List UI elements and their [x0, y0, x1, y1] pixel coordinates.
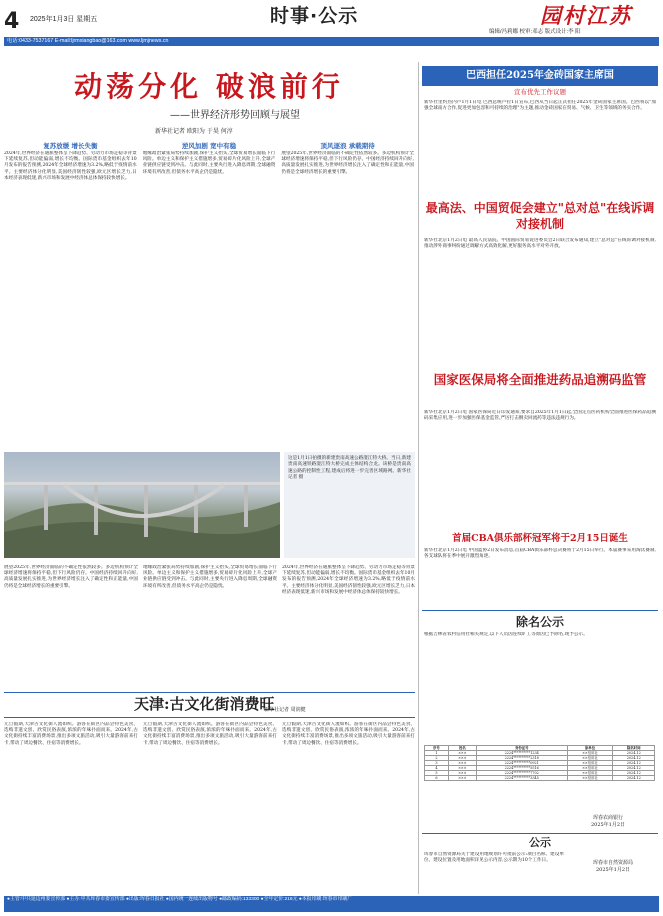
table-cell: ××信用社 — [567, 756, 613, 761]
tianjin-col-1: 元旦假期,天津古文化街人流如织。游客在街区内品尝特色美食、选购非遗文创、欣赏民俗表演,浓浓的年味扑面而来。2024年,古文化街持续丰富消费场景,推出多项文旅活动,吸引大量游客前来打卡,带动了周边餐饮、住宿等消费增长。 — [4, 722, 138, 746]
table-cell: 2024.12 — [613, 756, 655, 761]
table-cell: 2224**********3345 — [476, 776, 567, 781]
lead-article-title: 动荡分化 破浪前行 — [74, 70, 344, 103]
table-header: 身份证号 — [476, 746, 567, 751]
table-cell: ××信用社 — [567, 776, 613, 781]
notice-title: 除名公示 — [515, 615, 564, 629]
masthead — [0, 0, 663, 62]
table-cell: ××× — [448, 771, 476, 776]
public-body: 珲春市自然资源局关于建设用地规划许可批前公示:项目名称、建设单位、建设位置及用地面积详见公示内容,公示期为10个工作日。 — [424, 852, 564, 864]
section-title: 时事·公示 — [270, 5, 359, 27]
table-cell: 2224**********5516 — [476, 766, 567, 771]
table-header: 序号 — [425, 746, 449, 751]
tianjin-byline: 新华社记者 周润健 — [264, 707, 306, 713]
table-cell: 4 — [425, 766, 449, 771]
notice-text: 根据吉林省农村信用社相关规定,以下人员因连续旷工等原因已予除名,现予公示。 — [424, 632, 588, 637]
lead-continued-col-1: 展望2025年,世界经济面临的不确定性依然较多。多边机构预计全球经济增速将保持平稳,但下行风险仍存。中国经济持续回升向好,高质量发展扎实推进,为世界经济增长注入了确定性和正能量,中国仍将是全球经济增长的重要引擎。 — [4, 565, 138, 589]
tianjin-title: 天津:古文化街消费旺 — [134, 695, 275, 713]
tianjin-col-2: 元旦假期,天津古文化街人流如织。游客在街区内品尝特色美食、选购非遗文创、欣赏民俗表演,浓浓的年味扑面而来。2024年,古文化街持续丰富消费场景,推出多项文旅活动,吸引大量游客前来打卡,带动了周边餐饮、住宿等消费增长。 — [143, 722, 277, 746]
table-cell: 2224**********2318 — [476, 756, 567, 761]
table-cell: 2224**********7702 — [476, 771, 567, 776]
table-cell: ××信用社 — [567, 771, 613, 776]
brazil-title: 巴西担任2025年金砖国家主席国 — [466, 70, 614, 81]
lead-column-1 — [4, 142, 137, 444]
table-cell: ××信用社 — [567, 766, 613, 771]
table-cell: 2 — [425, 756, 449, 761]
brazil-body: 新华社里约热内卢1月1日电 巴西总统卢拉1日宣布,巴西从当日起正式担任2025年金砖国家主席国。巴西将以"加强全球南方合作,促进更加包容和可持续的治理"为主题,推动金砖国家在贸易、气候、卫生等领域的务实合作。 — [424, 100, 656, 112]
brazil-title-bar — [422, 66, 658, 86]
table-cell: 2224**********0921 — [476, 761, 567, 766]
page-number: 4 — [4, 9, 20, 34]
editors-line: 编辑/冯莉娜 校审:邓志 版式设计:李 阳 — [489, 29, 581, 35]
column-divider — [418, 62, 419, 894]
table-cell: 2024.12 — [613, 776, 655, 781]
table-cell: 2024.12 — [613, 766, 655, 771]
table-row — [425, 776, 655, 781]
table-cell: 2024.12 — [613, 771, 655, 776]
table-cell: ××× — [448, 756, 476, 761]
photo-caption: 这是1月1日拍摄的新建贵南高速公路澄江特大桥。当日,新建贵南高速铁路澄江特大桥完成主体结构合龙。该桥是贵南高速公路的控制性工程,建成后将进一步完善区域路网。新华社记者 摄 — [284, 452, 415, 558]
contact-bar: 电话:0433-7537167 E-mail:ljrmxiangbao@163.com www.ljmjnews.cn — [4, 37, 659, 46]
section-text: 展望2025年,世界经济面临的不确定性依然较多。多边机构预计全球经济增速将保持平稳,但下行风险仍存。中国经济持续回升向好,高质量发展扎实推进,为世界经济增长注入了确定性和正能量,中国仍将是全球经济增长的重要引擎。 — [281, 151, 415, 175]
brazil-subtitle: 宣布优先工作议题 — [514, 88, 566, 96]
divider — [422, 610, 658, 611]
court-article-title: 最高法、中国贸促会建立"总对总"在线诉调对接机制 — [425, 201, 655, 231]
lead-article-body — [4, 142, 414, 444]
medical-article-body: 新华社北京1月2日电 国家医保局近日印发通知,要求自2025年1月1日起,全国定点医药机构全面推进医保药品追溯码采集应用,进一步加强医保基金监管,严厉打击倒卖回流药等违法违规行为。 — [424, 410, 656, 422]
lead-continued-col-3: 2024年,世界经济在通胀整体呈下降趋势、劳动力市场走稳等背景下延续复苏,但动能偏弱,增长不均衡。国际货币基金组织去年10月发布的报告预测,2024年全球经济增速为3.2%,略低于疫情前水平。主要经济体分化明显,美国经济韧性较强,欧元区增长乏力,日本经济表现低迷,新兴市场和发展中经济体总体保持较快增长。 — [282, 565, 415, 595]
table-cell: 2224**********1234 — [476, 751, 567, 756]
table-cell: ××× — [448, 766, 476, 771]
lead-continued-col-2: 地缘政治紧张局势持续加剧,保护主义抬头,全球贸易增长面临下行风险。单边主义和保护主义措施增多,贸易碎片化风险上升,全球产业链供应链受到冲击。与此同时,主要央行进入降息周期,全球融资环境有所改善,但债务水平高企仍是隐忧。 — [143, 565, 277, 589]
lead-article-byline: 新华社记者 欧阳为 于昊 何淳 — [155, 128, 233, 135]
table-cell: 2024.12 — [613, 751, 655, 756]
table-header: 原单位 — [567, 746, 613, 751]
table-header: 除名时间 — [613, 746, 655, 751]
tianjin-header — [4, 692, 415, 718]
table-cell: 3 — [425, 761, 449, 766]
table-cell: ××× — [448, 776, 476, 781]
section-heading: 逆风加剧 宽中有稳 — [181, 142, 237, 150]
section-text: 地缘政治紧张局势持续加剧,保护主义抬头,全球贸易增长面临下行风险。单边主义和保护主义措施增多,贸易碎片化风险上升,全球产业链供应链受到冲击。与此同时,主要央行进入降息周期,全球融资环境有所改善,但债务水平高企仍是隐忧。 — [142, 151, 276, 175]
table-cell: 1 — [425, 751, 449, 756]
table-cell: ××× — [448, 761, 476, 766]
cba-article-body: 新华社北京1月2日电 中国篮协2日发布消息,首届CBA俱乐部杯总决赛将于2月15日举行。本届赛事采用淘汰赛制,各支球队将在季中展开激烈角逐。 — [424, 548, 656, 560]
table-cell: ××信用社 — [567, 751, 613, 756]
notice-signature: 珲春农商银行 2025年1月2日 — [590, 815, 626, 828]
section-text: 2024年,世界经济在通胀整体呈下降趋势、劳动力市场走稳等背景下延续复苏,但动能偏弱,增长不均衡。国际货币基金组织去年10月发布的报告预测,2024年全球经济增速为3.2%,略低于疫情前水平。主要经济体分化明显,美国经济韧性较强,欧元区增长乏力,日本经济表现低迷,新兴市场和发展中经济体总体保持较快增长。 — [4, 151, 137, 181]
footer-bar: ●主管:中共延边州委宣传部 ●主办:中共珲春市委宣传部 ●出版:珲春日报社 ●国内统一连续出版物号 ●邮政编码:133300 ●全年定价:216元 ●本报印刷:珲春市印刷厂 — [4, 896, 659, 912]
issue-date: 2025年1月3日 星期五 — [30, 16, 98, 23]
table-cell: ××× — [448, 751, 476, 756]
tianjin-col-3: 元旦假期,天津古文化街人流如织。游客在街区内品尝特色美食、选购非遗文创、欣赏民俗表演,浓浓的年味扑面而来。2024年,古文化街持续丰富消费场景,推出多项文旅活动,吸引大量游客前来打卡,带动了周边餐饮、住宿等消费增长。 — [282, 722, 415, 746]
lead-column-2 — [143, 142, 276, 444]
bridge-illustration — [4, 452, 280, 558]
cba-article-title: 首届CBA俱乐部杯冠军将于2月15日诞生 — [452, 533, 628, 544]
table-cell: 5 — [425, 771, 449, 776]
public-signature: 珲春市自然资源局 2025年1月2日 — [592, 860, 633, 873]
public-title: 公示 — [529, 836, 551, 849]
table-header: 姓名 — [448, 746, 476, 751]
medical-article-title: 国家医保局将全面推进药品追溯码监管 — [433, 372, 647, 387]
court-article-body: 新华社北京1月2日电 最高人民法院、中国国际贸易促进委员会2日联合发布通知,建立"总对总"在线诉调对接机制,推动涉外商事纠纷通过调解方式高效化解,更好服务高水平对外开放。 — [424, 238, 656, 250]
divider — [422, 833, 658, 834]
lead-article-subtitle: ——世界经济形势回顾与展望 — [170, 110, 300, 121]
notice-table — [424, 745, 655, 781]
section-heading: 复苏放缓 增长失衡 — [43, 142, 98, 150]
table-cell: 6 — [425, 776, 449, 781]
section-heading: 顶风逐浪 承载期待 — [320, 142, 375, 150]
bridge-photo — [4, 452, 280, 558]
newspaper-logo: 园村江苏 — [540, 3, 632, 28]
table-cell: ××信用社 — [567, 761, 613, 766]
table-cell: 2024.12 — [613, 761, 655, 766]
lead-column-3 — [281, 142, 414, 444]
